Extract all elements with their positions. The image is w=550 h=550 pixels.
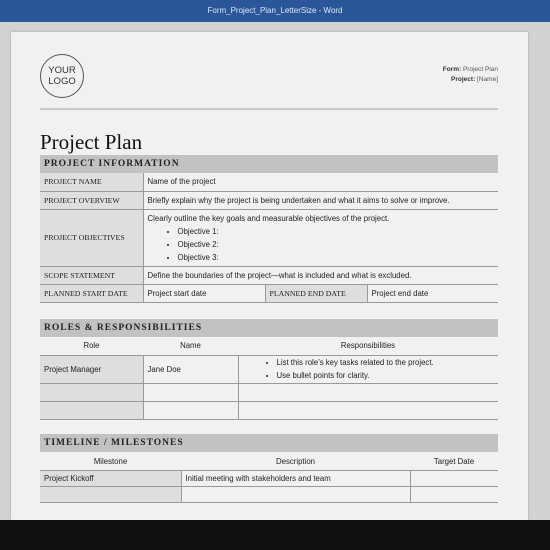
window-title: Form_Project_Plan_LetterSize - Word	[207, 6, 343, 15]
column-header-responsibilities: Responsibilities	[238, 337, 498, 355]
table-row	[40, 191, 498, 209]
project-value: [Name]	[477, 76, 498, 83]
logo-placeholder	[40, 54, 84, 98]
column-header-milestone: Milestone	[40, 454, 181, 470]
responsibility-item: • Use bullet points for clarity.	[277, 369, 495, 382]
project-objectives-label: PROJECT OBJECTIVES	[40, 209, 143, 266]
responsibilities-cell[interactable]	[238, 383, 498, 401]
responsibility-item: • List this role’s key tasks related to the project.	[277, 356, 495, 369]
table-row	[40, 355, 498, 383]
project-information-table	[40, 173, 498, 303]
name-cell[interactable]	[143, 401, 238, 419]
table-header-row	[40, 337, 498, 355]
document-canvas[interactable]	[0, 22, 550, 520]
table-row	[40, 486, 498, 502]
objective-item: • Objective 2:	[178, 238, 495, 251]
timeline-table	[40, 454, 498, 503]
section-project-information: PROJECT INFORMATION	[40, 155, 498, 173]
form-label: Form:	[442, 66, 462, 73]
planned-end-field[interactable]: Project end date	[367, 284, 498, 302]
objectives-intro: Clearly outline the key goals and measurable objectives of the project.	[147, 213, 390, 223]
table-row	[40, 284, 498, 302]
milestone-cell[interactable]	[40, 486, 181, 502]
planned-start-label: PLANNED START DATE	[40, 284, 143, 302]
document-page[interactable]	[11, 32, 528, 520]
column-header-target-date: Target Date	[410, 454, 498, 470]
project-overview-field[interactable]: Briefly explain why the project is being undertaken and what it aims to solve or improve.	[143, 191, 498, 209]
roles-table	[40, 337, 498, 420]
section-roles-responsibilities: ROLES & RESPONSIBILITIES	[40, 319, 498, 337]
column-header-role: Role	[40, 337, 143, 355]
table-row	[40, 266, 498, 284]
taskbar	[0, 520, 550, 550]
column-header-name: Name	[143, 337, 238, 355]
form-value: Project Plan	[462, 66, 498, 73]
responsibilities-cell[interactable]	[238, 401, 498, 419]
objective-item: • Objective 1:	[178, 225, 495, 238]
table-row	[40, 173, 498, 191]
milestone-cell[interactable]: Project Kickoff	[40, 470, 181, 486]
column-header-description: Description	[181, 454, 410, 470]
planned-end-label: PLANNED END DATE	[265, 284, 367, 302]
logo-line1: YOUR	[48, 65, 76, 76]
window-title-bar	[0, 0, 550, 22]
page-title: Project Plan	[40, 130, 143, 154]
form-meta	[443, 65, 498, 85]
logo-line2: LOGO	[48, 76, 76, 87]
target-date-cell[interactable]	[410, 470, 498, 486]
table-row	[40, 470, 498, 486]
role-cell[interactable]: Project Manager	[40, 355, 143, 383]
target-date-cell[interactable]	[410, 486, 498, 502]
name-cell[interactable]	[143, 383, 238, 401]
objectives-list	[178, 225, 495, 264]
role-cell[interactable]	[40, 401, 143, 419]
objective-item: • Objective 3:	[178, 251, 495, 264]
description-cell[interactable]: Initial meeting with stakeholders and team	[181, 470, 410, 486]
table-row	[40, 209, 498, 266]
role-cell[interactable]	[40, 383, 143, 401]
project-name-field[interactable]: Name of the project	[143, 173, 498, 191]
project-objectives-field[interactable]	[143, 209, 498, 266]
name-cell[interactable]: Jane Doe	[143, 355, 238, 383]
project-overview-label: PROJECT OVERVIEW	[40, 191, 143, 209]
table-row	[40, 401, 498, 419]
scope-statement-label: SCOPE STATEMENT	[40, 266, 143, 284]
section-timeline-milestones: TIMELINE / MILESTONES	[40, 434, 498, 452]
planned-start-field[interactable]: Project start date	[143, 284, 265, 302]
table-header-row	[40, 454, 498, 470]
project-name-label: PROJECT NAME	[40, 173, 143, 191]
scope-statement-field[interactable]: Define the boundaries of the project—what is included and what is excluded.	[143, 266, 498, 284]
responsibilities-list	[277, 356, 495, 382]
project-label: Project:	[451, 76, 476, 83]
description-cell[interactable]	[181, 486, 410, 502]
responsibilities-cell[interactable]	[238, 355, 498, 383]
table-row	[40, 383, 498, 401]
header-divider	[40, 108, 498, 110]
